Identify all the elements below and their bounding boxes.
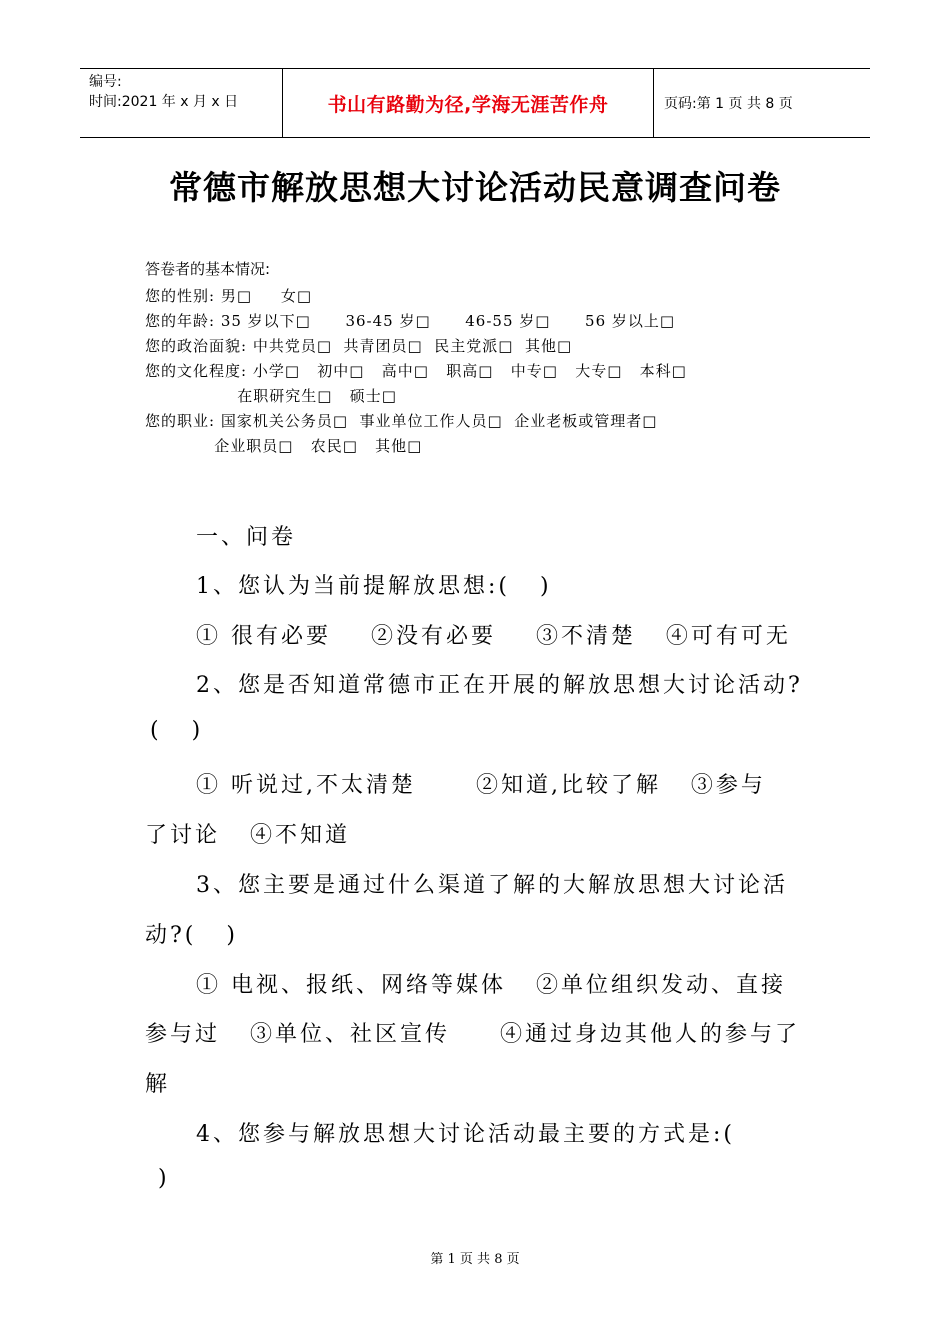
header-page-info: 页码:第 1 页 共 8 页 (664, 96, 793, 112)
respondent-education-cont: 在职研究生□ 硕士□ (145, 387, 397, 405)
question-2-options: ① 听说过,不太清楚 ②知道,比较了解 ③参与 (196, 773, 766, 798)
header-motto: 书山有路勤为径,学海无涯苦作舟 (282, 69, 654, 137)
respondent-education: 您的文化程度: 小学□ 初中□ 高中□ 职高□ 中专□ 大专□ 本科□ (145, 362, 687, 380)
question-2-blank: ( ) (150, 718, 204, 743)
question-1-options: ① 很有必要 ②没有必要 ③不清楚 ④可有可无 (196, 624, 791, 649)
question-4-blank: ) (158, 1166, 170, 1191)
question-1: 1、您认为当前提解放思想:( ) (196, 574, 552, 599)
respondent-age: 您的年龄: 35 岁以下□ 36-45 岁□ 46-55 岁□ 56 岁以上□ (145, 312, 676, 330)
question-2-options-cont: 了讨论 ④不知道 (145, 823, 350, 848)
header-date: 时间:2021 年 x 月 x 日 (89, 94, 239, 110)
header-meta (80, 69, 282, 137)
page-title: 常德市解放思想大讨论活动民意调查问卷 (169, 168, 781, 207)
respondent-gender: 您的性别: 男□ 女□ (145, 287, 313, 305)
question-3-options: ① 电视、报纸、网络等媒体 ②单位组织发动、直接 (196, 973, 786, 998)
question-3-options-cont: 参与过 ③单位、社区宣传 ④通过身边其他人的参与了 (145, 1022, 800, 1047)
document-header (80, 68, 870, 138)
question-2: 2、您是否知道常德市正在开展的解放思想大讨论活动? (196, 673, 803, 698)
question-3-options-end: 解 (145, 1072, 171, 1097)
respondent-heading: 答卷者的基本情况: (145, 260, 271, 278)
question-4: 4、您参与解放思想大讨论活动最主要的方式是:( (196, 1122, 735, 1147)
respondent-politics: 您的政治面貌: 中共党员□ 共青团员□ 民主党派□ 其他□ (145, 337, 573, 355)
respondent-occupation: 您的职业: 国家机关公务员□ 事业单位工作人员□ 企业老板或管理者□ (145, 412, 658, 430)
header-number-label: 编号: (89, 74, 122, 90)
question-3: 3、您主要是通过什么渠道了解的大解放思想大讨论活 (196, 873, 788, 898)
section-heading: 一、问卷 (196, 525, 297, 550)
question-3-cont: 动?( ) (145, 923, 238, 948)
page-footer: 第 1 页 共 8 页 (430, 1252, 520, 1267)
respondent-occupation-cont: 企业职员□ 农民□ 其他□ (145, 437, 423, 455)
